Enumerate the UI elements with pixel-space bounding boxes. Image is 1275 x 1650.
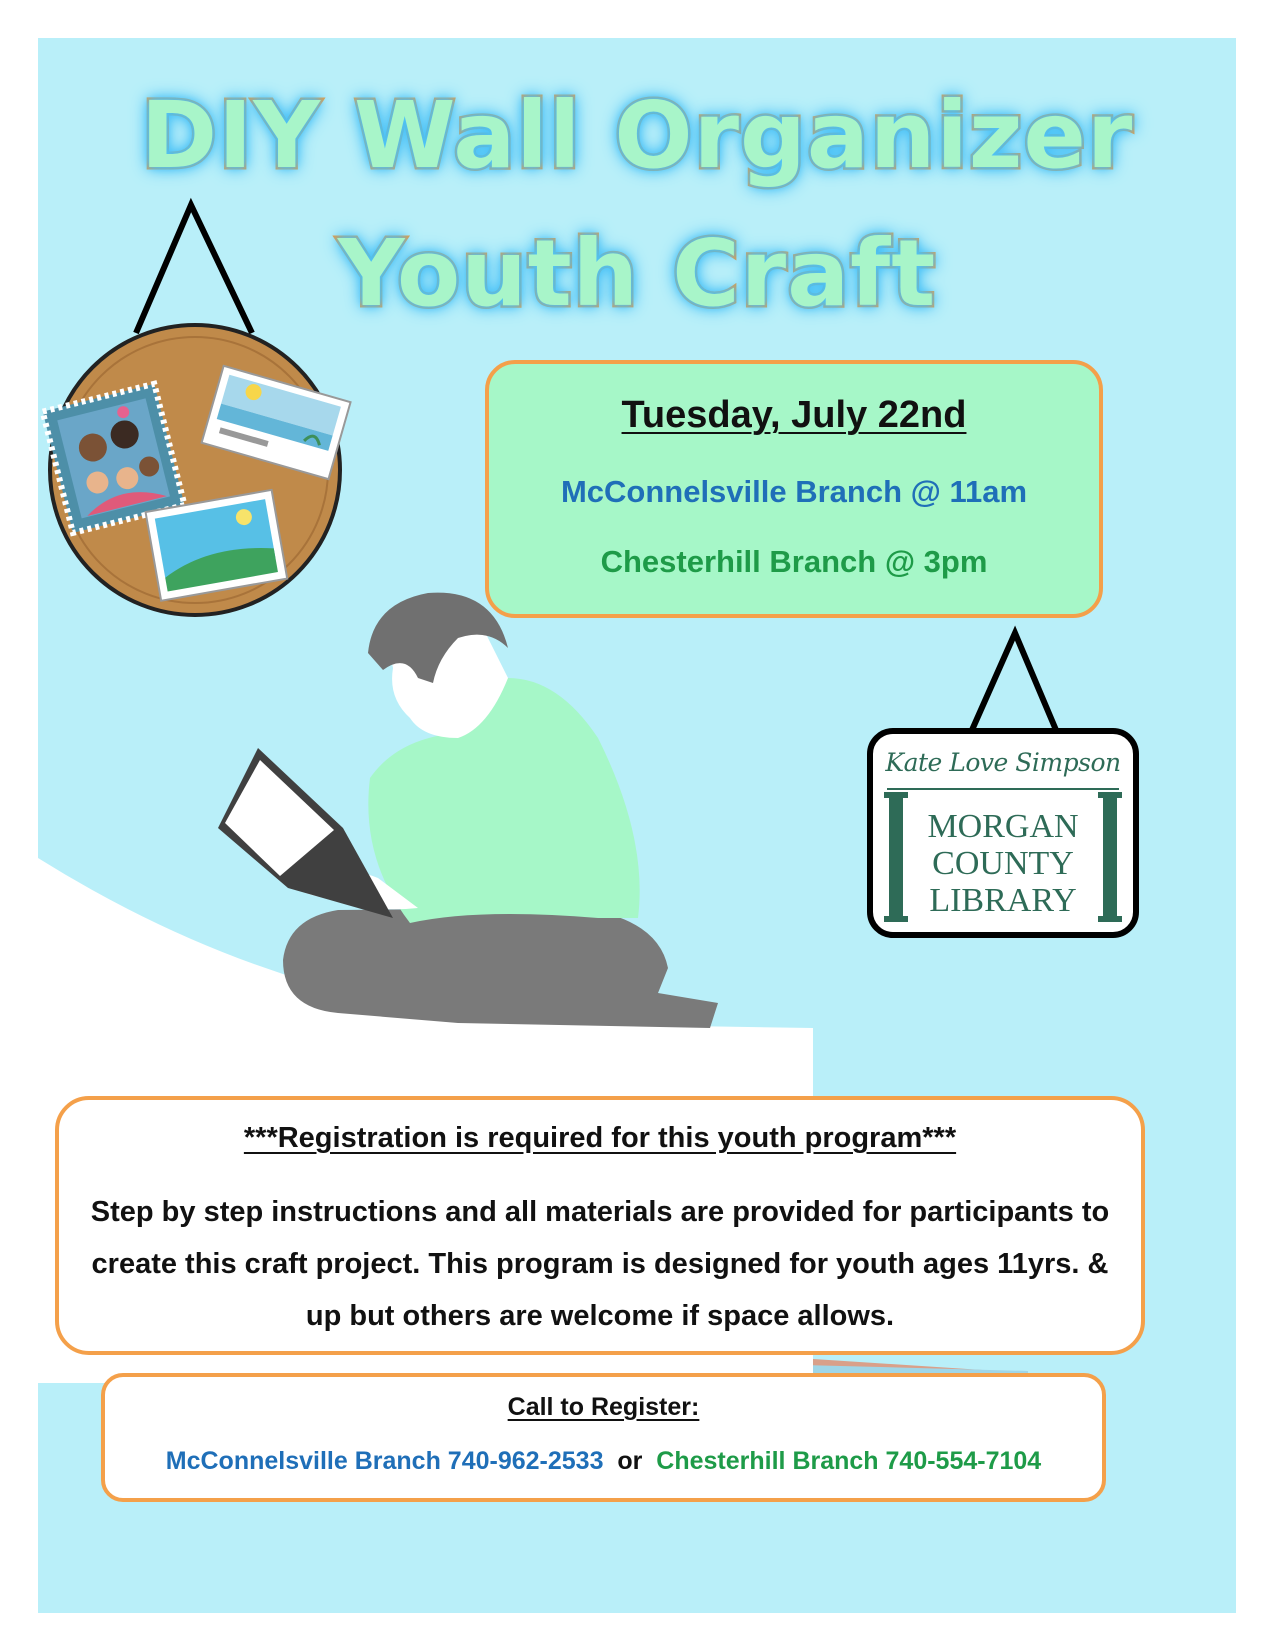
flyer-poster [38,38,1236,1613]
registration-required-notice: ***Registration is required for this youth program*** [243,1122,957,1154]
phone-separator: or [617,1447,643,1475]
registration-box [55,1096,1145,1355]
logo-rule [887,788,1119,790]
title-line-1: DIY Wall Organizer [140,82,1134,189]
call-to-register-box [101,1373,1106,1502]
phone-mcconnelsville: McConnelsville Branch 740-962-2533 [165,1447,604,1475]
sign-hanger [972,633,1056,730]
logo-line-1: MORGAN [927,808,1079,845]
phone-chesterhill: Chesterhill Branch 740-554-7104 [656,1447,1042,1475]
event-details-box [485,360,1103,618]
person-reading-illustration [218,593,718,1028]
title-line-2: Youth Craft [337,220,937,327]
logo-script-name: Kate Love Simpson [885,748,1121,777]
event-date: Tuesday, July 22nd [621,394,967,436]
corkboard-icon [43,325,351,615]
library-logo-sign [867,728,1139,938]
logo-line-2: COUNTY [932,845,1074,882]
phone-numbers [105,1447,1102,1476]
branch-time-chesterhill: Chesterhill Branch @ 3pm [600,544,988,579]
logo-line-3: LIBRARY [929,882,1077,919]
program-description: Step by step instructions and all materials are provided for participants to create this craft project. This program is designed for youth ages 11yrs. & up but others are welcome if space allows. [90,1196,1110,1332]
branch-time-mcconnelsville: McConnelsville Branch @ 11am [560,474,1028,509]
call-heading: Call to Register: [507,1393,700,1421]
